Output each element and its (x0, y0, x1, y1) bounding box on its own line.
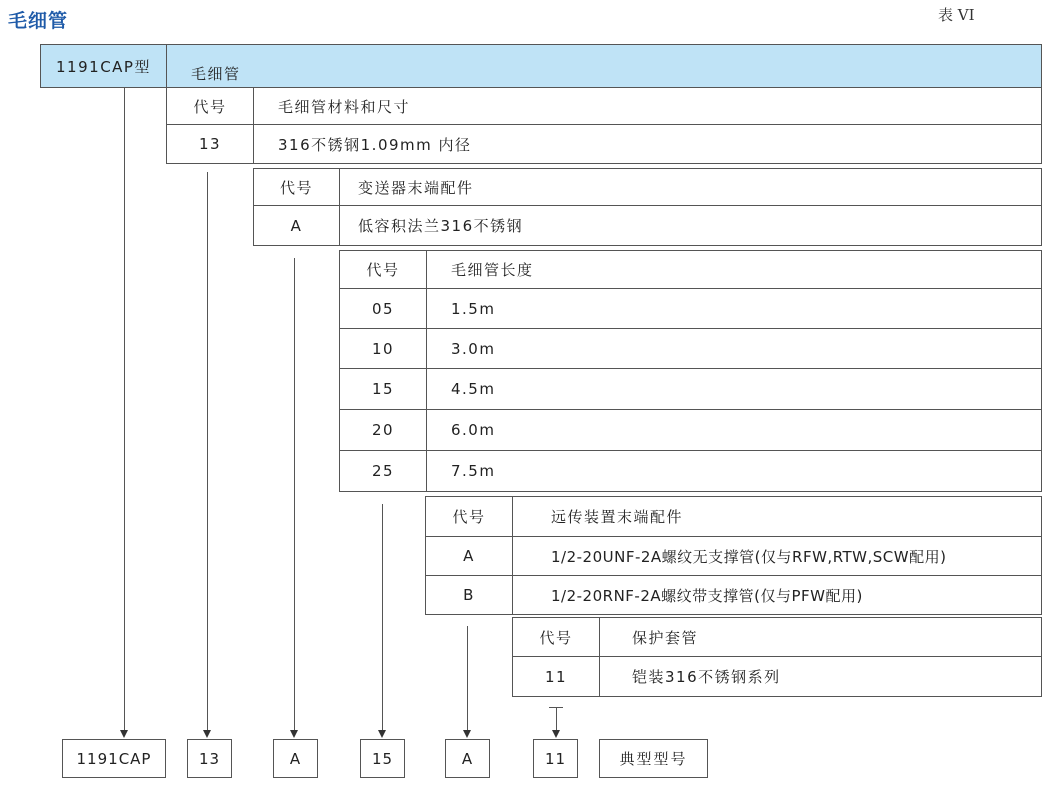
connector-line (556, 707, 557, 732)
group3-row (339, 288, 1042, 329)
group5-row-desc: 铠装316不锈钢系列 (632, 668, 781, 686)
typical-model-part: 11 (533, 739, 578, 778)
group3-row (339, 450, 1042, 492)
group3-row-desc: 7.5m (451, 462, 496, 480)
group4-row-code: B (426, 576, 513, 614)
group4-desc-label: 远传装置末端配件 (551, 508, 684, 526)
typical-model-part: A (445, 739, 490, 778)
group1-row-desc: 316不锈钢1.09mm 内径 (278, 135, 472, 154)
group3-row-code: 05 (340, 289, 427, 328)
group5-desc-label: 保护套管 (632, 628, 699, 647)
model-header-code: 1191CAP型 (41, 45, 167, 87)
group3-row-desc: 6.0m (451, 421, 496, 439)
group1-row-code: 13 (167, 125, 254, 163)
model-header-name: 毛细管 (191, 64, 241, 83)
table-number: 表 VI (938, 6, 975, 24)
arrow-down-icon (378, 730, 386, 738)
group5-row (512, 656, 1042, 697)
typical-model-part: A (273, 739, 318, 778)
group3-row (339, 328, 1042, 369)
group3-row (339, 368, 1042, 410)
group5-row-code: 11 (513, 657, 600, 696)
group1-header-row (166, 87, 1042, 125)
arrow-down-icon (552, 730, 560, 738)
group2-code-label: 代号 (254, 169, 340, 205)
group5-code-label: 代号 (513, 618, 600, 656)
group3-desc-label: 毛细管长度 (451, 261, 534, 279)
arrow-down-icon (120, 730, 128, 738)
group4-header-row (425, 496, 1042, 537)
connector-line (294, 258, 295, 732)
group1-row (166, 124, 1042, 164)
connector-line (124, 88, 125, 732)
group2-row-code: A (254, 206, 340, 245)
group2-row (253, 205, 1042, 246)
typical-model-part: 15 (360, 739, 405, 778)
group4-row (425, 536, 1042, 576)
group3-row-desc: 1.5m (451, 299, 496, 318)
arrow-down-icon (290, 730, 298, 738)
group4-row-desc: 1/2-20UNF-2A螺纹无支撑管(仅与RFW,RTW,SCW配用) (551, 547, 947, 566)
page-title: 毛细管 (8, 10, 69, 32)
group4-row (425, 575, 1042, 615)
group1-code-label: 代号 (167, 88, 254, 124)
group3-row-code: 20 (340, 410, 427, 450)
group5-header-row (512, 617, 1042, 657)
arrow-down-icon (203, 730, 211, 738)
arrow-down-icon (463, 730, 471, 738)
typical-model-part: 1191CAP (62, 739, 166, 778)
model-header-row (40, 44, 1042, 88)
connector-line (207, 172, 208, 732)
connector-line (382, 504, 383, 732)
group3-row-code: 15 (340, 369, 427, 409)
group3-header-row (339, 250, 1042, 289)
typical-model-label: 典型型号 (599, 739, 708, 778)
group2-desc-label: 变送器末端配件 (358, 178, 474, 197)
group3-row-code: 10 (340, 329, 427, 368)
connector-tick (549, 707, 563, 708)
group2-row-desc: 低容积法兰316不锈钢 (358, 217, 524, 235)
group3-row-code: 25 (340, 451, 427, 491)
typical-model-part: 13 (187, 739, 232, 778)
group1-desc-label: 毛细管材料和尺寸 (278, 97, 411, 116)
group4-code-label: 代号 (426, 497, 513, 536)
group4-row-desc: 1/2-20RNF-2A螺纹带支撑管(仅与PFW配用) (551, 586, 863, 605)
group3-row-desc: 4.5m (451, 380, 496, 398)
group2-header-row (253, 168, 1042, 206)
group3-code-label: 代号 (340, 251, 427, 288)
group4-row-code: A (426, 537, 513, 575)
group3-row-desc: 3.0m (451, 339, 496, 358)
group3-row (339, 409, 1042, 451)
connector-line (467, 626, 468, 732)
